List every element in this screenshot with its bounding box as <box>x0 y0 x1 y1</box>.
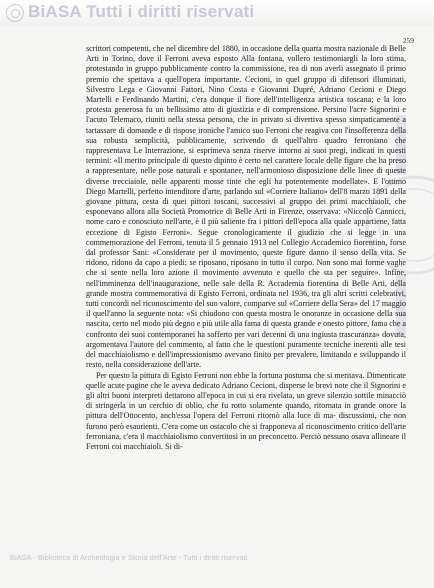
paragraph-1: scrittori competenti, che nel dicembre del 1880, in occasione della quarta mostra nazionale di Belle Arti in Torino, dove il Ferroni aveva esposto Alla fontana, vollero testimoniargli la loro stima, protestando in gruppo pubblicamente contro la commissione, rea di non averli assegnato il primo premio che spettava a quell'opera importante. Cecioni, in quel gruppo di difensori illuminati, Silvestro Lega e Giovanni Fattori, Nino Costa e Giovanni Dupré, Adriano Cecioni e Diego Martelli e Ferdinando Martini, c'era dunque il fiore dell'intelligenza artistica toscana; e la loro protesta generosa fu un bellissimo atto di giustizia e di comprensione. Persino l'acre Signorini e l'acuto Telemaco, riuniti nella stessa persona, che in privato si divertiva spesso simpaticamente a tartassare di domande e di rispose ironiche l'amico suo Ferroni che reagiva con l'insofferenza della sua robusta semplicità, pubblicamente, scrivendo di quell'altro quadro ferroniano che rappresentava Le Interrazione, si esprimeva senza riserve intorno ai suoi pregi, indicati in questi termini: «Il merito principale di questo dipinto è certo nel carattere locale delle figure che ha preso a rappresentare, nelle pose naturali e spontanee, nell'armonioso disposizione delle linee di queste diverse trecciaiole, nelle apparenti mosse tinte che egli ha potentemente modellate». E l'ottimo Diego Martelli, perfetto intenditore d'arte, parlando sul «Corriere Italiano» dell'8 marzo 1891 della giovane pittura, cesta di quei pittori toscani, successivi al gruppo dei primi macchiaioli, che esponevano allora alla Società Promotrice di Belle Arti in Firenze, osservava: «Niccolò Cannicci, nome caro e conosciuto nell'arte, è il più saliente fra i pittori dell'epoca alla quale appartiene, fatta eccezione di Egisto Ferroni». Segue cronologicamente il giudizio che si legge in una commemorazione del Ferroni, tenuta il 5 gennaio 1913 nel Collegio Accademico fiorentino, forse dal professor Sani: «Considerate per il movimento, queste figure danno il senso della vita. Se ridono, ridono da capo a piedi; se riposano, riposano in tutto il corpo. Non sono mai forme vaghe che si sente nella loro azione il movimento avvenuto e quello che sta per seguire». Infine, nell'imminenza dell'inaugurazione, nelle sale della R. Accademia fiorentina di Belle Arti, della grande mostra commemorativa di Egisto Ferroni, ordinata nel 1936, tra gli altri scritti celebrativi, tutti concordi nel riconoscimento del suo valore, comparve sul «Corriere della Sera» del 17 maggio il quell'anno la seguente nota: «Si chiudono con questa mostra le onoranze in occasione della sua nascita, certo nel modo più degno e più utile alla fama di questa grande e onesto pittore, fama che a confronto dei suoi contemporanei ha sofferto per vari decenni di una ingiusta trascuranza» dovuta, argomentava l'autore del commento, al fatto che le questioni puramente tecniche inerenti alle tesi del macchiaiolismo e dell'impressionismo avevano finito per prevalere, limitando e sviluppando il resto, nella considerazione dell'arte. <box>86 44 406 370</box>
paragraph-2: Per questo la pittura di Egisto Ferroni non ebbe la fortuna postuma che si meritava. Dimenticate quelle acute pagine che le aveva dedicato Adriano Cecioni, disperse le brevi note che il Signorini e gli altri buoni interpreti dettarono all'epoca in cui si era rivelata, un greve silenzio sottile minacciò di stringerla in un cerchio di oblio, che fu rotto solamente quando, ritornata in grande onore la pittura dell'Ottocento, anch'essa l'opera del Ferroni ritornò alla luce di ma- discussioni, che non furono però esaurienti. C'era come un ostacolo che si frapponeva al riconoscimento critico dell'arte ferroniana, c'era il macchiaiolismo convertitosi in un preconcetto. Perciò nessuno osava allineare il Ferroni coi macchiaioli. Si di- <box>86 370 406 451</box>
body-text <box>86 44 406 452</box>
watermark-top-text: BiASA Tutti i diritti riservati <box>28 2 255 21</box>
biasa-logo-icon <box>6 4 24 22</box>
watermark-banner <box>0 0 434 26</box>
page-number: 259 <box>402 36 414 45</box>
watermark-bottom-text: BiASA - Biblioteca di Archeologia e Storia dell'Arte - Tutti i diritti riservati <box>10 553 248 562</box>
